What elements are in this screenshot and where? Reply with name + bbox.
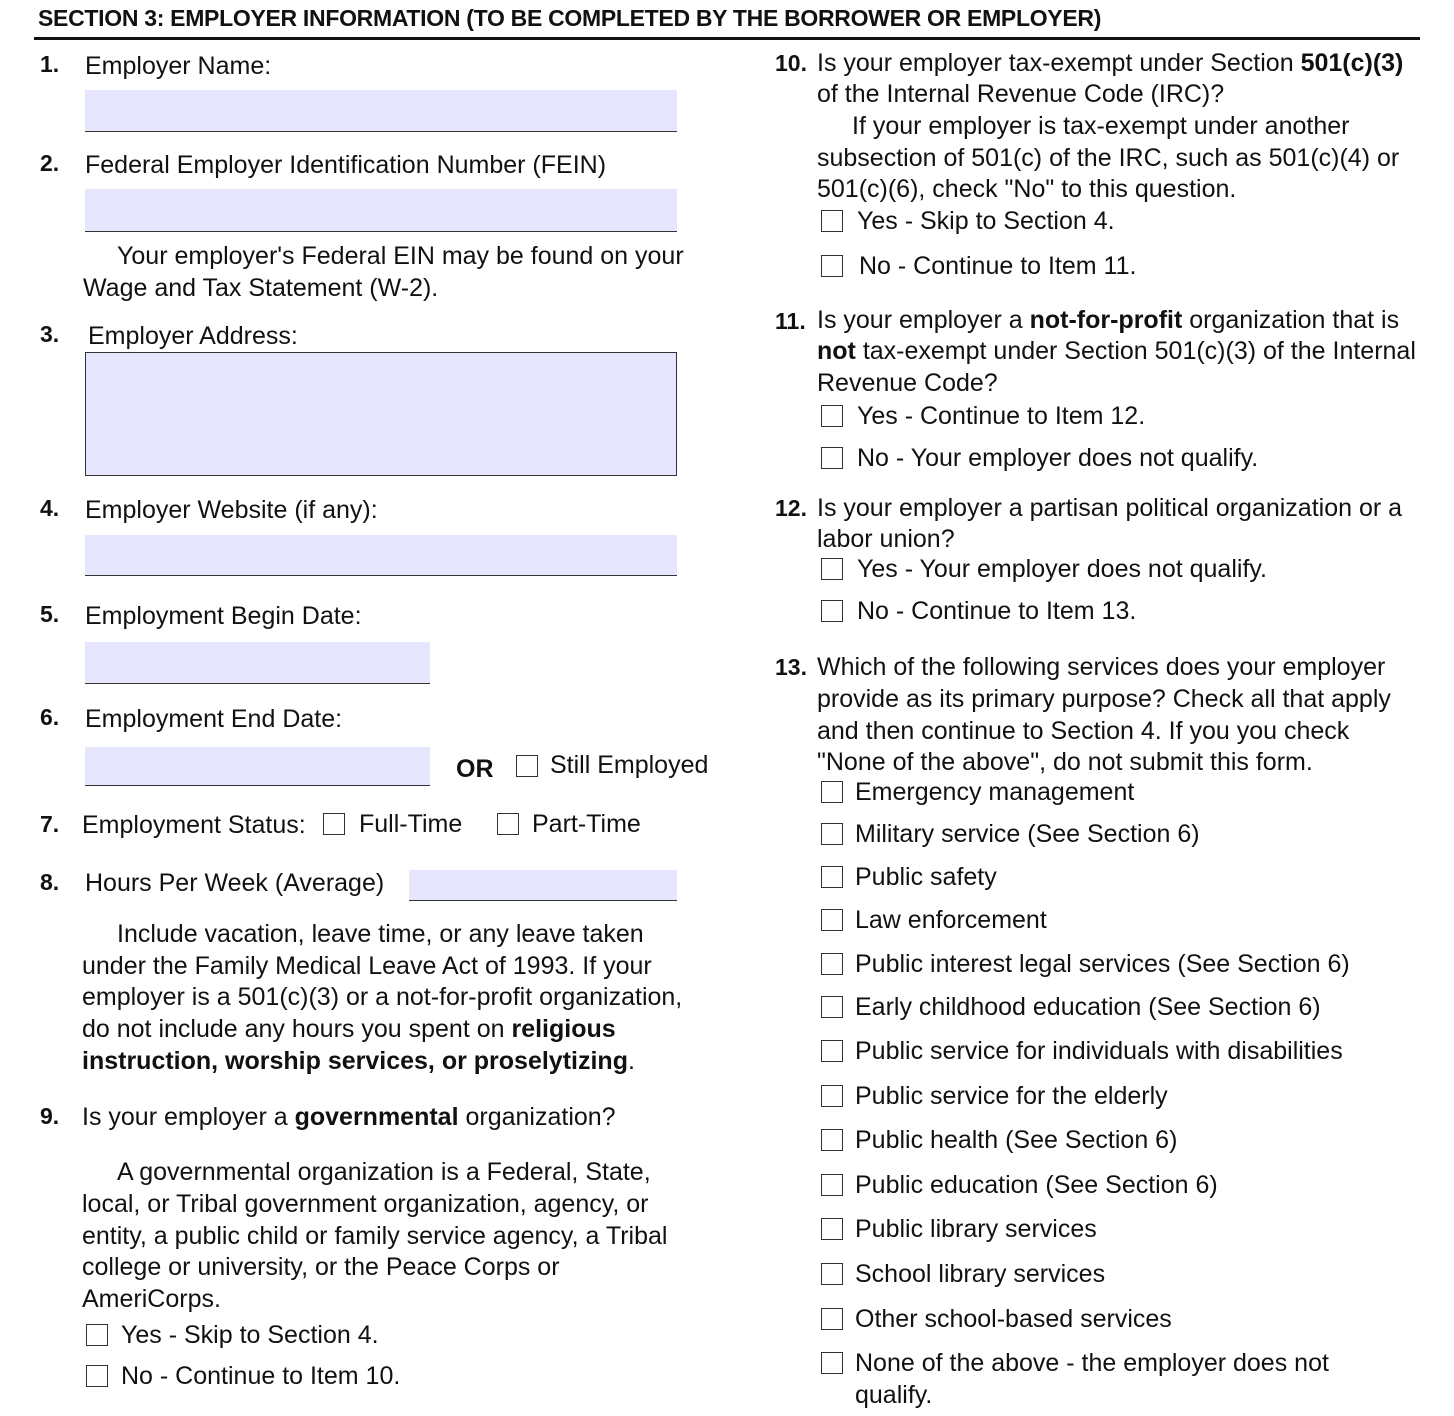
employer-address-label: Employer Address:	[88, 322, 298, 350]
fein-note-line-1: Your employer's Federal EIN may be found on your	[117, 242, 684, 270]
service-checkbox-school-based[interactable]	[821, 1308, 843, 1330]
employment-status-label: Employment Status:	[82, 811, 306, 839]
gov-note-line-2: local, or Tribal government organization, agency, or	[82, 1190, 649, 1218]
part-time-checkbox[interactable]	[497, 813, 519, 835]
service-checkbox-emergency-management[interactable]	[821, 781, 843, 803]
full-time-checkbox[interactable]	[323, 813, 345, 835]
service-checkbox-early-childhood[interactable]	[821, 996, 843, 1018]
end-date-label: Employment End Date:	[85, 705, 343, 733]
begin-date-label: Employment Begin Date:	[85, 602, 362, 630]
hours-per-week-label: Hours Per Week (Average)	[85, 869, 385, 897]
q10-line-2: of the Internal Revenue Code (IRC)?	[817, 80, 1225, 108]
or-label: OR	[456, 755, 494, 783]
gov-note-line-3: entity, a public child or family service agency, a Tribal	[82, 1222, 668, 1250]
service-label-public-education: Public education (See Section 6)	[855, 1171, 1218, 1199]
q11-no-label: No - Your employer does not qualify.	[857, 444, 1259, 472]
service-label-public-health: Public health (See Section 6)	[855, 1126, 1178, 1154]
q9-no-label: No - Continue to Item 10.	[121, 1362, 401, 1390]
service-label-public-safety: Public safety	[855, 863, 997, 891]
service-label-public-library: Public library services	[855, 1215, 1097, 1243]
service-checkbox-elderly[interactable]	[821, 1085, 843, 1107]
employer-website-label: Employer Website (if any):	[85, 496, 378, 524]
begin-date-input[interactable]	[85, 642, 430, 684]
item-number-3: 3.	[40, 321, 60, 347]
hours-per-week-input[interactable]	[409, 870, 677, 901]
service-label-disabilities: Public service for individuals with disabilities	[855, 1037, 1343, 1065]
q13-line-3: and then continue to Section 4. If you you check	[817, 717, 1350, 745]
service-checkbox-public-health[interactable]	[821, 1129, 843, 1151]
service-label-school-library: School library services	[855, 1260, 1106, 1288]
employer-website-input[interactable]	[85, 535, 677, 576]
fein-label: Federal Employer Identification Number (FEIN)	[85, 151, 607, 179]
q10-yes-label: Yes - Skip to Section 4.	[857, 207, 1115, 235]
q13-line-1: Which of the following services does your employer	[817, 653, 1386, 681]
service-label-none-line-1: None of the above - the employer does not	[855, 1349, 1329, 1377]
q12-line-2: labor union?	[817, 525, 955, 553]
hours-note-line-4: do not include any hours you spent on religious	[82, 1015, 616, 1043]
gov-note-line-1: A governmental organization is a Federal, State,	[117, 1158, 651, 1186]
service-checkbox-disabilities[interactable]	[821, 1040, 843, 1062]
q13-line-2: provide as its primary purpose? Check all that apply	[817, 685, 1391, 713]
still-employed-label: Still Employed	[550, 751, 709, 779]
service-label-law-enforcement: Law enforcement	[855, 906, 1047, 934]
q11-line-3: Revenue Code?	[817, 369, 998, 397]
full-time-label: Full-Time	[359, 810, 463, 838]
q10-note-line-2: subsection of 501(c) of the IRC, such as 501(c)(4) or	[817, 144, 1400, 172]
item-number-1: 1.	[40, 51, 60, 77]
q11-yes-checkbox[interactable]	[821, 405, 843, 427]
employer-address-input[interactable]	[85, 352, 677, 476]
q12-yes-checkbox[interactable]	[821, 558, 843, 580]
q9-yes-checkbox[interactable]	[86, 1324, 108, 1346]
q12-yes-label: Yes - Your employer does not qualify.	[857, 555, 1267, 583]
q10-note-line-1: If your employer is tax-exempt under another	[852, 112, 1350, 140]
service-checkbox-none[interactable]	[821, 1352, 843, 1374]
service-label-legal-services: Public interest legal services (See Section 6)	[855, 950, 1350, 978]
service-checkbox-school-library[interactable]	[821, 1263, 843, 1285]
service-checkbox-legal-services[interactable]	[821, 953, 843, 975]
q11-yes-label: Yes - Continue to Item 12.	[857, 402, 1146, 430]
part-time-label: Part-Time	[532, 810, 641, 838]
employer-name-input[interactable]	[85, 90, 677, 132]
item-number-7: 7.	[40, 811, 60, 837]
hours-note-line-2: under the Family Medical Leave Act of 1993. If your	[82, 952, 652, 980]
service-label-school-based: Other school-based services	[855, 1305, 1172, 1333]
item-number-12: 12.	[775, 495, 807, 521]
item-number-11: 11.	[775, 308, 806, 334]
q10-yes-checkbox[interactable]	[821, 210, 843, 232]
item-number-5: 5.	[40, 601, 60, 627]
service-label-early-childhood: Early childhood education (See Section 6)	[855, 993, 1321, 1021]
employer-name-label: Employer Name:	[85, 52, 272, 80]
hours-note-line-3: employer is a 501(c)(3) or a not-for-profit organization,	[82, 983, 683, 1011]
still-employed-checkbox[interactable]	[516, 755, 538, 777]
q12-no-checkbox[interactable]	[821, 600, 843, 622]
end-date-input[interactable]	[85, 747, 430, 786]
q9-yes-label: Yes - Skip to Section 4.	[121, 1321, 379, 1349]
q10-no-checkbox[interactable]	[821, 255, 843, 277]
item-number-6: 6.	[40, 704, 60, 730]
service-label-emergency-management: Emergency management	[855, 778, 1135, 806]
governmental-question: Is your employer a governmental organization?	[82, 1103, 616, 1131]
service-label-military: Military service (See Section 6)	[855, 820, 1200, 848]
service-checkbox-public-education[interactable]	[821, 1174, 843, 1196]
q10-line-1: Is your employer tax-exempt under Section 501(c)(3)	[817, 49, 1404, 77]
item-number-13: 13.	[775, 654, 807, 680]
hours-note-line-5: instruction, worship services, or proselytizing.	[82, 1047, 635, 1075]
q9-no-checkbox[interactable]	[86, 1365, 108, 1387]
q11-no-checkbox[interactable]	[821, 447, 843, 469]
section-title: SECTION 3: EMPLOYER INFORMATION (TO BE COMPLETED BY THE BORROWER OR EMPLOYER)	[38, 5, 1102, 31]
item-number-10: 10.	[775, 50, 807, 76]
fein-input[interactable]	[85, 189, 677, 232]
gov-note-line-4: college or university, or the Peace Corps or	[82, 1253, 560, 1281]
service-checkbox-military[interactable]	[821, 823, 843, 845]
item-number-4: 4.	[40, 495, 60, 521]
service-label-elderly: Public service for the elderly	[855, 1082, 1168, 1110]
fein-note-line-2: Wage and Tax Statement (W-2).	[83, 274, 439, 302]
q10-note-line-3: 501(c)(6), check "No" to this question.	[817, 175, 1237, 203]
service-checkbox-public-safety[interactable]	[821, 866, 843, 888]
hours-note-line-1: Include vacation, leave time, or any leave taken	[117, 920, 644, 948]
item-number-8: 8.	[40, 869, 60, 895]
service-checkbox-public-library[interactable]	[821, 1218, 843, 1240]
service-checkbox-law-enforcement[interactable]	[821, 909, 843, 931]
q12-line-1: Is your employer a partisan political organization or a	[817, 494, 1403, 522]
service-label-none-line-2: qualify.	[855, 1381, 933, 1409]
item-number-9: 9.	[40, 1103, 60, 1129]
q11-line-1: Is your employer a not-for-profit organization that is	[817, 306, 1400, 334]
item-number-2: 2.	[40, 150, 60, 176]
q11-line-2: not tax-exempt under Section 501(c)(3) of the Internal	[817, 337, 1416, 365]
gov-note-line-5: AmeriCorps.	[82, 1285, 221, 1313]
q12-no-label: No - Continue to Item 13.	[857, 597, 1137, 625]
q10-no-label: No - Continue to Item 11.	[859, 252, 1137, 280]
header-rule	[34, 37, 1420, 40]
q13-line-4: "None of the above", do not submit this form.	[817, 748, 1313, 776]
